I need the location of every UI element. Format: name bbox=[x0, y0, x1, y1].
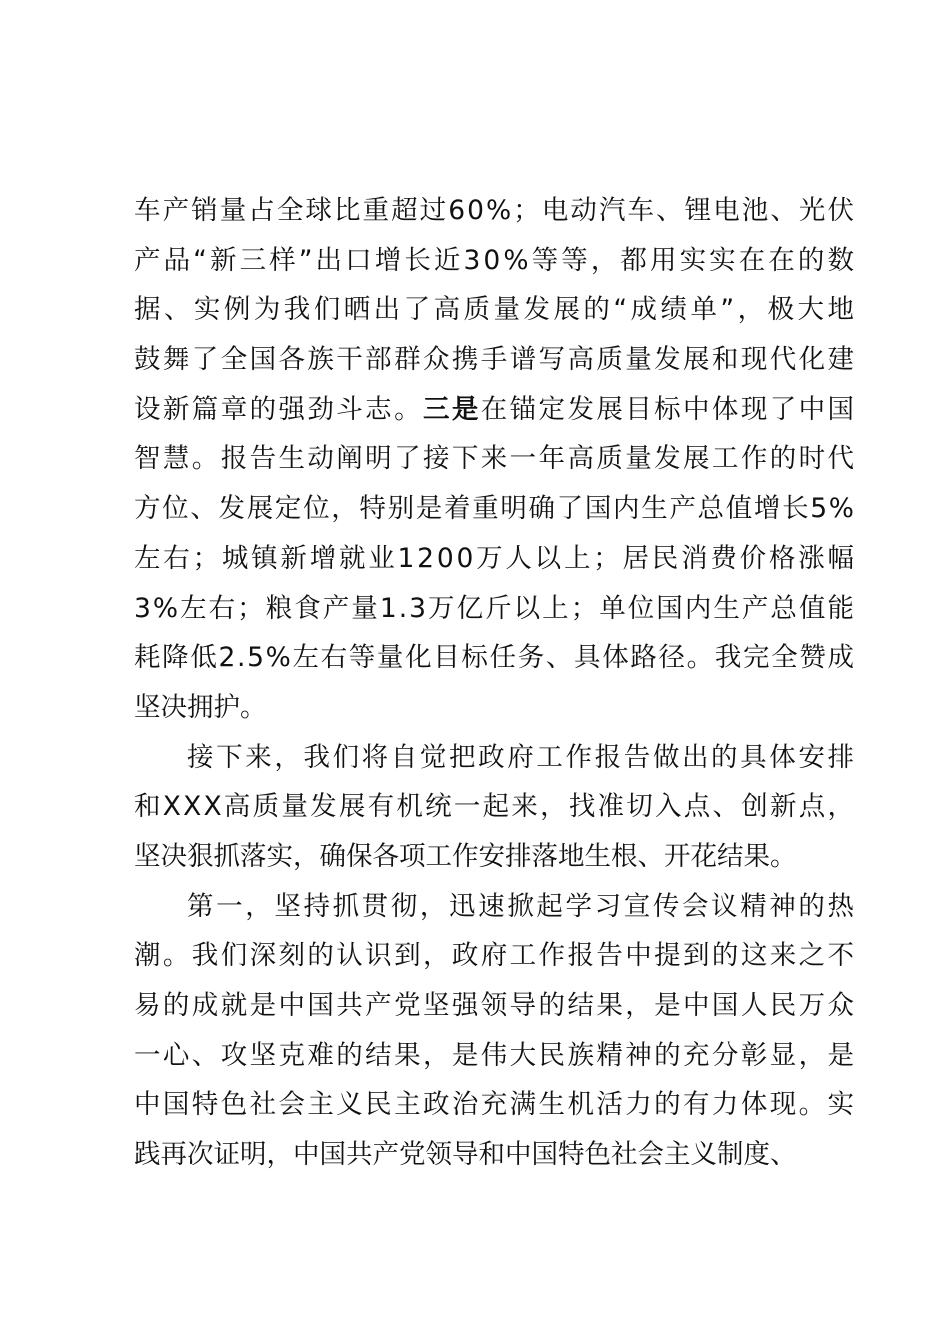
text-line bbox=[134, 236, 858, 286]
text-line bbox=[134, 733, 857, 783]
text-line bbox=[134, 434, 857, 484]
text-run: 中国特色社会主义民主政治充满生机活力的有力体现。实 bbox=[134, 1089, 857, 1121]
text-line bbox=[134, 534, 857, 584]
text-run: 智慧。报告生动阐明了接下来一年高质量发展工作的时代 bbox=[134, 443, 857, 475]
text-run: 方位、发展定位，特别是着重明确了国内生产总值增长5% bbox=[134, 493, 856, 525]
body-text bbox=[134, 186, 858, 1180]
paragraph bbox=[134, 733, 857, 882]
text-run: 左右；城镇新增就业1200万人以上；居民消费价格涨幅 bbox=[134, 542, 857, 574]
text-line bbox=[134, 385, 857, 435]
text-line bbox=[134, 981, 857, 1031]
text-run: 耗降低2.5%左右等量化目标任务、具体路径。我完全赞成 bbox=[134, 642, 856, 674]
text-line bbox=[134, 1130, 854, 1180]
text-run: 设新篇章的强劲斗志。 bbox=[134, 393, 423, 425]
text-run: 一心、攻坚克难的结果，是伟大民族精神的充分彰显，是 bbox=[134, 1039, 857, 1071]
text-line bbox=[134, 484, 854, 534]
text-line bbox=[134, 285, 858, 335]
text-run: 第一，坚持抓贯彻，迅速掀起学习宣传会议精神的热 bbox=[187, 890, 857, 922]
text-run: 产品“新三样”出口增长近30%等等，都用实实在在的数 bbox=[134, 244, 858, 276]
text-line bbox=[134, 832, 854, 882]
text-line bbox=[134, 1080, 857, 1130]
text-run: 易的成就是中国共产党坚强领导的结果，是中国人民万众 bbox=[134, 990, 857, 1021]
text-run: 践再次证明，中国共产党领导和中国特色社会主义制度、 bbox=[134, 1139, 797, 1171]
text-line bbox=[134, 882, 857, 932]
text-run: 3%左右；粮食产量1.3万亿斤以上；单位国内生产总值能 bbox=[134, 592, 857, 624]
text-run: 车产销量占全球比重超过60%；电动汽车、锂电池、光伏 bbox=[134, 195, 857, 226]
emphasis-text: 三是 bbox=[422, 393, 481, 425]
text-line bbox=[134, 931, 857, 981]
text-run: 坚决拥护。 bbox=[134, 691, 267, 723]
text-line bbox=[134, 683, 854, 733]
text-run: 据、实例为我们晒出了高质量发展的“成绩单”，极大地 bbox=[134, 294, 858, 326]
text-line bbox=[134, 782, 857, 832]
text-run: 在锚定发展目标中体现了中国 bbox=[480, 393, 857, 425]
text-run: 鼓舞了全国各族干部群众携手谱写高质量发展和现代化建 bbox=[134, 344, 857, 376]
text-run: 潮。我们深刻的认识到，政府工作报告中提到的这来之不 bbox=[134, 940, 857, 972]
text-run: 和XXX高质量发展有机统一起来，找准切入点、创新点， bbox=[134, 791, 857, 823]
text-line bbox=[134, 584, 857, 634]
text-run: 接下来，我们将自觉把政府工作报告做出的具体安排 bbox=[187, 741, 857, 773]
text-line bbox=[134, 633, 854, 683]
paragraph bbox=[134, 186, 858, 733]
text-line bbox=[134, 335, 857, 385]
text-run: 坚决狠抓落实，确保各项工作安排落地生根、开花结果。 bbox=[134, 840, 797, 872]
paragraph bbox=[134, 882, 857, 1180]
text-line bbox=[134, 186, 857, 236]
text-line bbox=[134, 1031, 857, 1081]
